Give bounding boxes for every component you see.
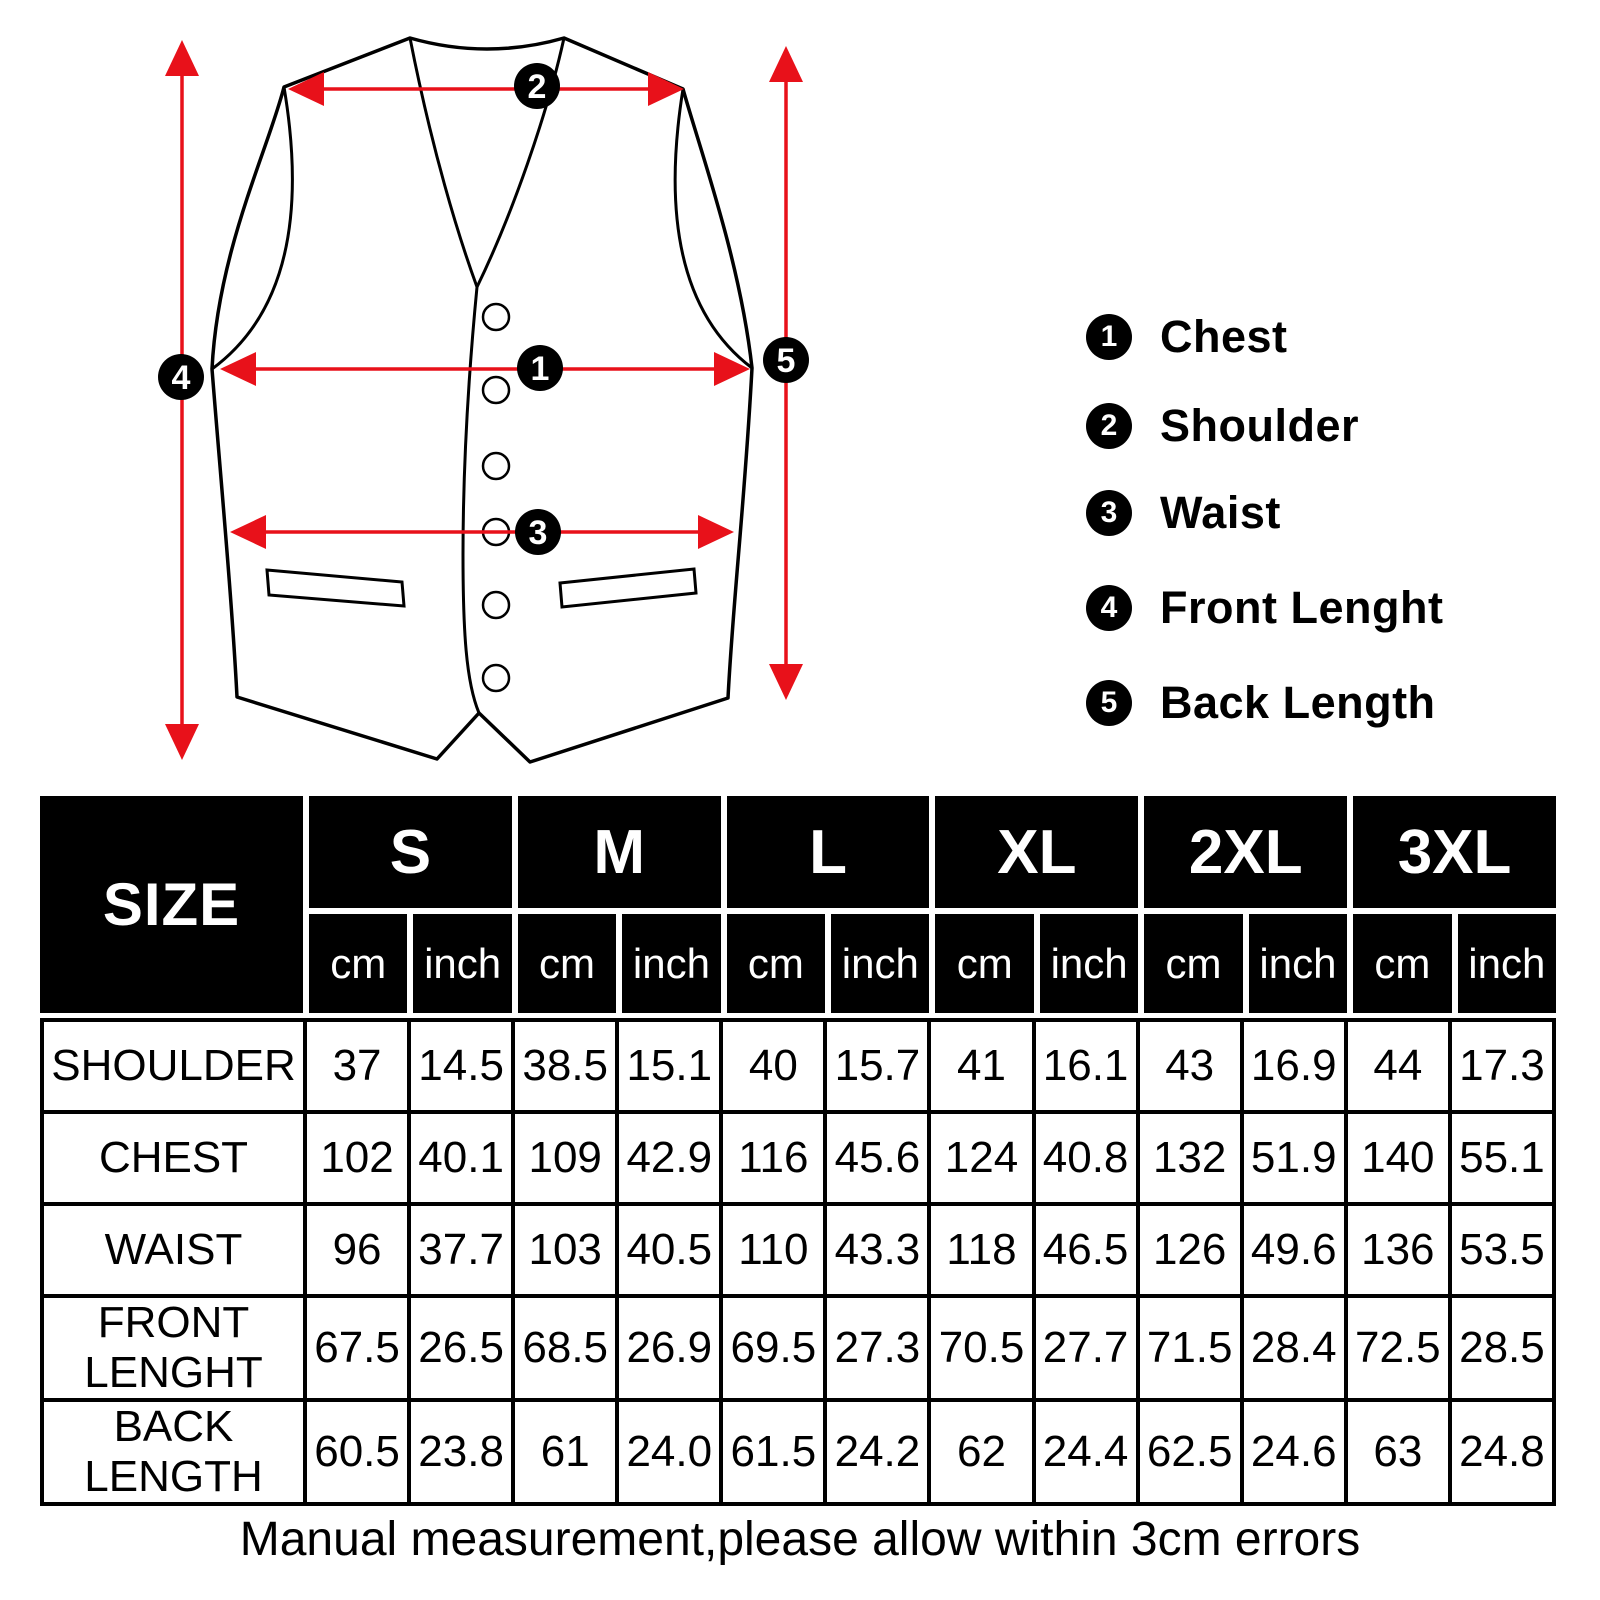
size-col-2xl: 2XL bbox=[1144, 796, 1347, 908]
legend-bullet-3: 3 bbox=[1086, 490, 1132, 536]
vest-measurement-diagram bbox=[90, 0, 870, 780]
size-col-m: M bbox=[518, 796, 721, 908]
legend-bullet-2: 2 bbox=[1086, 403, 1132, 449]
value-cell: 16.9 bbox=[1242, 1020, 1346, 1112]
value-cell: 16.1 bbox=[1034, 1020, 1138, 1112]
marker-number: 2 bbox=[527, 68, 547, 106]
value-cell: 27.7 bbox=[1034, 1296, 1138, 1400]
value-cell: 53.5 bbox=[1450, 1204, 1554, 1296]
unit-header: inch bbox=[413, 914, 511, 1013]
measurement-legend bbox=[1086, 0, 1556, 780]
value-cell: 24.0 bbox=[617, 1400, 721, 1504]
value-cell: 14.5 bbox=[409, 1020, 513, 1112]
unit-header: cm bbox=[518, 914, 616, 1013]
measure-marker-1 bbox=[517, 345, 563, 391]
value-cell: 132 bbox=[1138, 1112, 1242, 1204]
legend-item-front-length bbox=[1086, 580, 1443, 636]
vest-button bbox=[483, 377, 509, 403]
size-col-s: S bbox=[309, 796, 512, 908]
value-cell: 44 bbox=[1346, 1020, 1450, 1112]
value-cell: 26.9 bbox=[617, 1296, 721, 1400]
row-label-back-length: BACK LENGTH bbox=[42, 1400, 305, 1504]
unit-header: cm bbox=[935, 914, 1033, 1013]
marker-number: 5 bbox=[776, 342, 796, 380]
legend-item-chest bbox=[1086, 309, 1288, 365]
value-cell: 24.6 bbox=[1242, 1400, 1346, 1504]
value-cell: 96 bbox=[305, 1204, 409, 1296]
legend-label: Back Length bbox=[1160, 677, 1436, 728]
legend-label: Waist bbox=[1160, 487, 1281, 538]
size-table-body bbox=[40, 1018, 1556, 1506]
unit-header: cm bbox=[1353, 914, 1451, 1013]
legend-label: Shoulder bbox=[1160, 400, 1360, 451]
value-cell: 37 bbox=[305, 1020, 409, 1112]
value-cell: 103 bbox=[513, 1204, 617, 1296]
value-cell: 116 bbox=[721, 1112, 825, 1204]
unit-header: cm bbox=[309, 914, 407, 1013]
value-cell: 71.5 bbox=[1138, 1296, 1242, 1400]
value-cell: 62 bbox=[929, 1400, 1033, 1504]
legend-label: Front Lenght bbox=[1160, 582, 1444, 633]
value-cell: 72.5 bbox=[1346, 1296, 1450, 1400]
table-row-chest bbox=[42, 1112, 1554, 1204]
size-col-xl: XL bbox=[935, 796, 1138, 908]
value-cell: 28.5 bbox=[1450, 1296, 1554, 1400]
value-cell: 136 bbox=[1346, 1204, 1450, 1296]
unit-header: inch bbox=[831, 914, 929, 1013]
value-cell: 38.5 bbox=[513, 1020, 617, 1112]
value-cell: 46.5 bbox=[1034, 1204, 1138, 1296]
legend-label: Chest bbox=[1160, 311, 1288, 362]
vest-button bbox=[483, 304, 509, 330]
legend-item-waist bbox=[1086, 485, 1281, 541]
size-table-header bbox=[40, 796, 1556, 1013]
value-cell: 42.9 bbox=[617, 1112, 721, 1204]
table-row-shoulder bbox=[42, 1020, 1554, 1112]
value-cell: 124 bbox=[929, 1112, 1033, 1204]
value-cell: 60.5 bbox=[305, 1400, 409, 1504]
value-cell: 43 bbox=[1138, 1020, 1242, 1112]
measure-marker-3 bbox=[515, 509, 561, 555]
value-cell: 15.1 bbox=[617, 1020, 721, 1112]
front-length-arrow bbox=[165, 40, 199, 760]
row-label-waist: WAIST bbox=[42, 1204, 305, 1296]
vest-button bbox=[483, 453, 509, 479]
value-cell: 24.8 bbox=[1450, 1400, 1554, 1504]
value-cell: 109 bbox=[513, 1112, 617, 1204]
row-label-front-length: FRONT LENGHT bbox=[42, 1296, 305, 1400]
value-cell: 55.1 bbox=[1450, 1112, 1554, 1204]
size-col-l: L bbox=[727, 796, 930, 908]
value-cell: 51.9 bbox=[1242, 1112, 1346, 1204]
value-cell: 40.8 bbox=[1034, 1112, 1138, 1204]
value-cell: 126 bbox=[1138, 1204, 1242, 1296]
legend-bullet-5: 5 bbox=[1086, 680, 1132, 726]
legend-bullet-1: 1 bbox=[1086, 314, 1132, 360]
unit-header: inch bbox=[1249, 914, 1347, 1013]
row-label-chest: CHEST bbox=[42, 1112, 305, 1204]
unit-header: cm bbox=[727, 914, 825, 1013]
value-cell: 37.7 bbox=[409, 1204, 513, 1296]
value-cell: 61.5 bbox=[721, 1400, 825, 1504]
value-cell: 68.5 bbox=[513, 1296, 617, 1400]
marker-number: 1 bbox=[530, 350, 550, 388]
measurement-note: Manual measurement,please allow within 3cm errors bbox=[239, 1513, 1361, 1566]
value-cell: 63 bbox=[1346, 1400, 1450, 1504]
value-cell: 102 bbox=[305, 1112, 409, 1204]
value-cell: 43.3 bbox=[825, 1204, 929, 1296]
marker-number: 4 bbox=[171, 359, 191, 397]
vest-button bbox=[483, 592, 509, 618]
value-cell: 49.6 bbox=[1242, 1204, 1346, 1296]
value-cell: 62.5 bbox=[1138, 1400, 1242, 1504]
value-cell: 15.7 bbox=[825, 1020, 929, 1112]
unit-header: inch bbox=[622, 914, 720, 1013]
value-cell: 110 bbox=[721, 1204, 825, 1296]
value-cell: 61 bbox=[513, 1400, 617, 1504]
table-row-back-length bbox=[42, 1400, 1554, 1504]
value-cell: 27.3 bbox=[825, 1296, 929, 1400]
size-table bbox=[40, 796, 1556, 1506]
value-cell: 41 bbox=[929, 1020, 1033, 1112]
value-cell: 40.5 bbox=[617, 1204, 721, 1296]
value-cell: 17.3 bbox=[1450, 1020, 1554, 1112]
legend-bullet-4: 4 bbox=[1086, 585, 1132, 631]
marker-number: 3 bbox=[528, 514, 548, 552]
measure-marker-2 bbox=[514, 63, 560, 109]
value-cell: 70.5 bbox=[929, 1296, 1033, 1400]
vest-outline bbox=[212, 38, 752, 762]
value-cell: 118 bbox=[929, 1204, 1033, 1296]
legend-item-back-length bbox=[1086, 675, 1436, 731]
corner-cell: SIZE bbox=[40, 796, 303, 1013]
table-row-waist bbox=[42, 1204, 1554, 1296]
value-cell: 45.6 bbox=[825, 1112, 929, 1204]
value-cell: 24.2 bbox=[825, 1400, 929, 1504]
vest-button bbox=[483, 665, 509, 691]
value-cell: 140 bbox=[1346, 1112, 1450, 1204]
value-cell: 28.4 bbox=[1242, 1296, 1346, 1400]
value-cell: 26.5 bbox=[409, 1296, 513, 1400]
value-cell: 23.8 bbox=[409, 1400, 513, 1504]
legend-item-shoulder bbox=[1086, 398, 1359, 454]
size-col-3xl: 3XL bbox=[1353, 796, 1556, 908]
value-cell: 40 bbox=[721, 1020, 825, 1112]
unit-header: inch bbox=[1040, 914, 1138, 1013]
value-cell: 24.4 bbox=[1034, 1400, 1138, 1504]
unit-header: cm bbox=[1144, 914, 1242, 1013]
value-cell: 67.5 bbox=[305, 1296, 409, 1400]
measure-marker-5 bbox=[763, 337, 809, 383]
table-row-front-length bbox=[42, 1296, 1554, 1400]
value-cell: 40.1 bbox=[409, 1112, 513, 1204]
row-label-shoulder: SHOULDER bbox=[42, 1020, 305, 1112]
measure-marker-4 bbox=[158, 354, 204, 400]
value-cell: 69.5 bbox=[721, 1296, 825, 1400]
unit-header: inch bbox=[1458, 914, 1556, 1013]
